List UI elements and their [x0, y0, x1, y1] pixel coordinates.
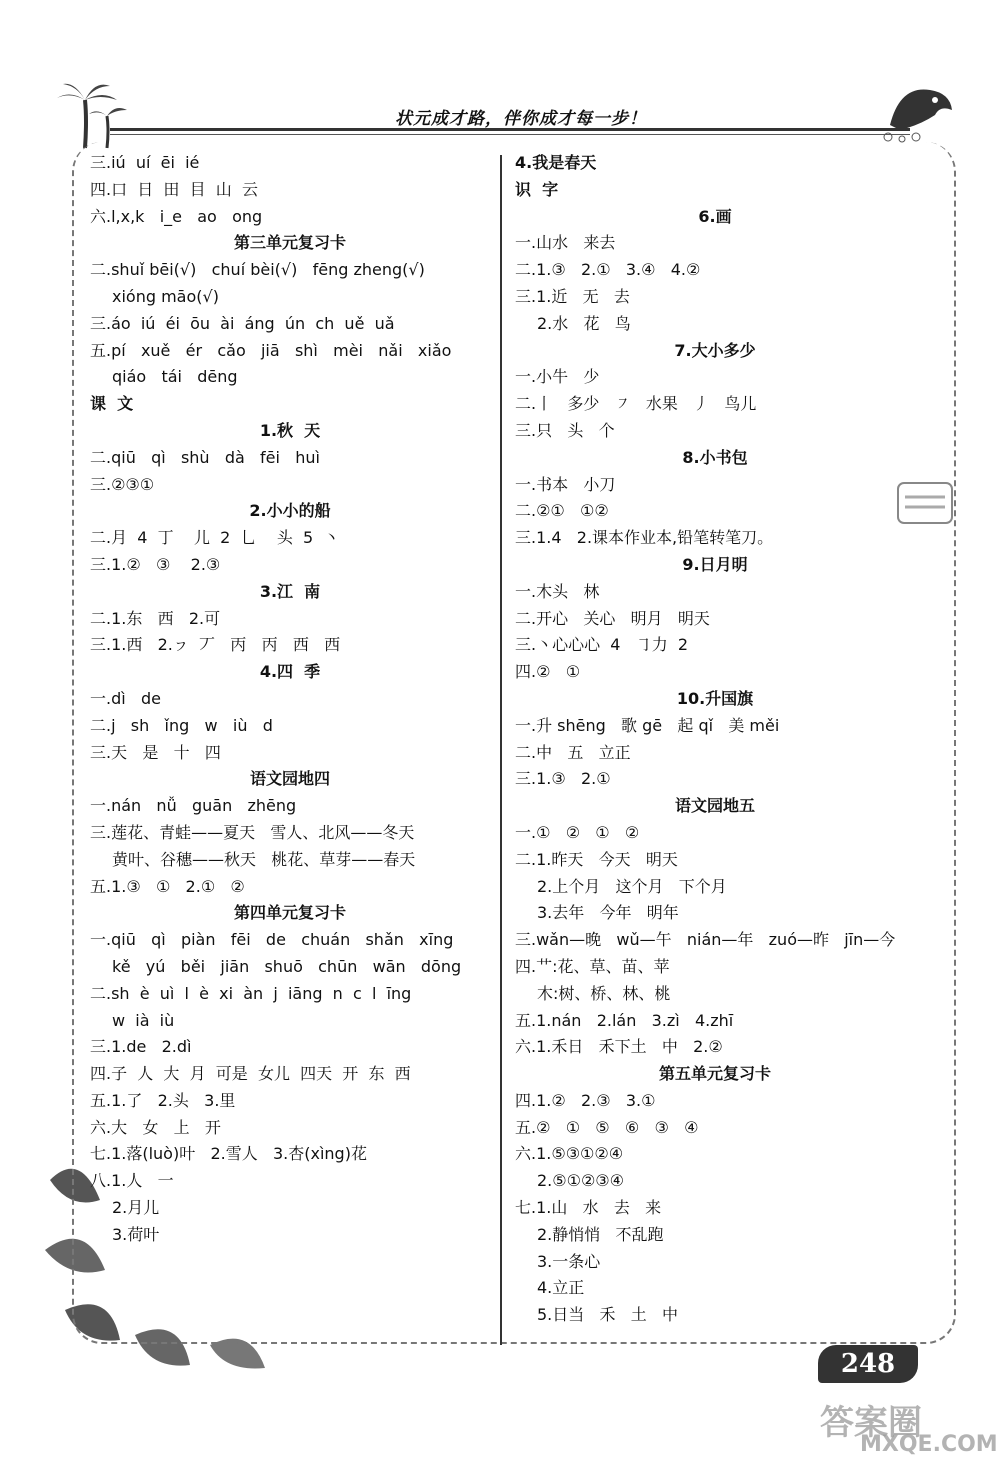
- answer-line: 3.去年 今年 明年: [537, 903, 679, 923]
- answer-line: w ià iù: [112, 1010, 175, 1030]
- answer-line: 一.书本 小刀: [515, 474, 616, 494]
- answer-line: xióng māo(√): [112, 286, 219, 306]
- answer-column-left: [90, 150, 490, 1249]
- answer-line: 二.1.③ 2.① 3.④ 4.②: [515, 260, 701, 280]
- section-heading: 7.大小多少: [674, 340, 756, 360]
- answer-line: 三.丶心心心 4 ㇆力 2: [515, 635, 689, 655]
- answer-line: 一.升 shēng 歌 gē 起 qǐ 美 měi: [515, 715, 780, 735]
- answer-line: 一.① ② ① ②: [515, 822, 640, 842]
- answer-line: 四.口 日 田 目 山 云: [90, 179, 258, 199]
- section-heading: 4.四 季: [259, 662, 321, 682]
- palm-tree-icon: [55, 80, 135, 150]
- answer-line: 一.nán nǚ guān zhēng: [90, 796, 297, 816]
- section-heading: 8.小书包: [682, 447, 748, 467]
- section-heading: 第四单元复习卡: [233, 903, 346, 923]
- answer-line: 2.⑤①②③④: [537, 1171, 624, 1191]
- answer-line: 三.wǎn—晚 wǔ—午 nián—年 zuó—昨 jīn—今: [515, 930, 896, 950]
- answer-line: 四.② ①: [515, 662, 581, 682]
- answer-line: 二.②① ①②: [515, 501, 609, 521]
- answer-line: 六.大 女 上 开: [90, 1117, 221, 1137]
- answer-line: 黄叶、谷穗——秋天 桃花、草芽——春天: [112, 849, 416, 869]
- answer-line: 二.中 五 立正: [515, 742, 631, 762]
- answer-line: 2.水 花 鸟: [537, 313, 631, 333]
- answer-line: 4.立正: [537, 1278, 585, 1298]
- answer-line: 3.一条心: [537, 1251, 601, 1271]
- section-heading: 9.日月明: [682, 554, 748, 574]
- answer-line: 2.月儿: [112, 1198, 160, 1218]
- answer-line: 一.木头 林: [515, 581, 600, 601]
- answer-line: 一.qiū qì piàn fēi de chuán shǎn xīng: [90, 930, 454, 950]
- answer-line: 3.荷叶: [112, 1224, 160, 1244]
- answer-line: 五.② ① ⑤ ⑥ ③ ④: [515, 1117, 699, 1137]
- column-divider: [500, 155, 502, 1345]
- answer-line: 一.dì de: [90, 688, 161, 708]
- answer-line: 八.1.人 一: [90, 1171, 174, 1191]
- answer-line: 三.1.西 2.ㇷ 丆 丙 丙 西 西: [90, 635, 341, 655]
- answer-line: 四.1.② 2.③ 3.①: [515, 1090, 656, 1110]
- answer-line: 三.iú uí ēi ié: [90, 153, 200, 172]
- section-heading: 2.小小的船: [249, 501, 331, 521]
- watermark-url: MXQE.COM: [860, 1432, 998, 1457]
- answer-line: 识 字: [515, 179, 559, 199]
- answer-line: 三.天 是 十 四: [90, 742, 221, 762]
- answer-line: 四.艹:花、草、苗、苹: [515, 956, 670, 976]
- answer-line: 二.sh è uì l è xi àn j iāng n c l īng: [90, 983, 412, 1003]
- answer-line: 五.1.nán 2.lán 3.zì 4.zhī: [515, 1010, 734, 1030]
- answer-line: 三.áo iú éi ōu ài áng ún ch uě uǎ: [90, 313, 395, 333]
- answer-line: 课 文: [90, 394, 134, 414]
- header-slogan: 状元成才路，伴你成才每一步！: [395, 109, 647, 129]
- answer-line: 4.我是春天: [515, 153, 597, 172]
- answer-line: 三.莲花、青蛙——夏天 雪人、北风——冬天: [90, 822, 415, 842]
- answer-line: 二.开心 关心 明月 明天: [515, 608, 710, 628]
- answer-line: 三.1.4 2.课本作业本,铅笔转笔刀。: [515, 528, 774, 548]
- answer-line: 七.1.山 水 去 来: [515, 1198, 662, 1218]
- answer-line: kě yú běi jiān shuō chūn wān dōng: [112, 956, 462, 976]
- answer-line: 二.qiū qì shù dà fēi huì: [90, 447, 320, 467]
- section-heading: 第五单元复习卡: [658, 1064, 771, 1084]
- answer-line: 七.1.落(luò)叶 2.雪人 3.杏(xìng)花: [90, 1144, 367, 1164]
- answer-line: 二.月 4 丁 儿 2 乚 头 5 丶: [90, 528, 340, 548]
- header-rule: [110, 128, 910, 131]
- answer-line: 六.1.⑤③①②④: [515, 1144, 624, 1164]
- answer-line: 二.j sh ǐng w iù d: [90, 715, 273, 735]
- answer-line: 三.1.de 2.dì: [90, 1037, 192, 1057]
- answer-line: 二.1.昨天 今天 明天: [515, 849, 678, 869]
- answer-line: 五.1.了 2.头 3.里: [90, 1090, 236, 1110]
- answer-line: 四.子 人 大 月 可是 女儿 四天 开 东 西: [90, 1064, 411, 1084]
- answer-line: 5.日当 禾 土 中: [537, 1305, 679, 1325]
- section-heading: 6.画: [698, 206, 732, 226]
- section-heading: 3.江 南: [259, 581, 321, 601]
- answer-line: 五.pí xuě ér cǎo jiā shì mèi nǎi xiǎo: [90, 340, 452, 360]
- answer-line: 二.shuǐ bēi(√) chuí bèi(√) fēng zheng(√): [90, 260, 425, 280]
- answer-line: 三.②③①: [90, 474, 155, 494]
- answer-line: 三.1.② ③ 2.③: [90, 554, 221, 574]
- answer-line: 六.1.禾日 禾下土 中 2.②: [515, 1037, 723, 1057]
- answer-line: 一.小牛 少: [515, 367, 600, 387]
- answer-line: 三.1.③ 2.①: [515, 769, 611, 789]
- page-number: 248: [818, 1345, 918, 1383]
- section-heading: 第三单元复习卡: [233, 233, 346, 253]
- header-rule-thin: [110, 134, 910, 135]
- answer-line: 三.1.近 无 去: [515, 286, 630, 306]
- section-heading: 1.秋 天: [259, 420, 321, 440]
- answer-line: 二.1.东 西 2.可: [90, 608, 221, 628]
- section-heading: 语文园地五: [674, 796, 755, 816]
- answer-line: qiáo tái dēng: [112, 367, 238, 387]
- section-heading: 10.升国旗: [676, 688, 754, 708]
- answer-line: 三.只 头 个: [515, 420, 615, 440]
- answer-line: 六.l,x,k i_e ao ong: [90, 206, 263, 226]
- answer-line: 一.山水 来去: [515, 233, 616, 253]
- answer-column-right: [515, 150, 915, 1329]
- answer-line: 2.静悄悄 不乱跑: [537, 1224, 664, 1244]
- section-heading: 语文园地四: [249, 769, 330, 789]
- answer-line: 五.1.③ ① 2.① ②: [90, 876, 245, 896]
- watermark-logo: 答案圈: [820, 1403, 922, 1443]
- answer-line: 2.上个月 这个月 下个月: [537, 876, 727, 896]
- answer-line: 木:树、桥、林、桃: [537, 983, 671, 1003]
- answer-line: 二.丨 多少 ㇇ 水果 丿 鸟儿: [515, 394, 757, 414]
